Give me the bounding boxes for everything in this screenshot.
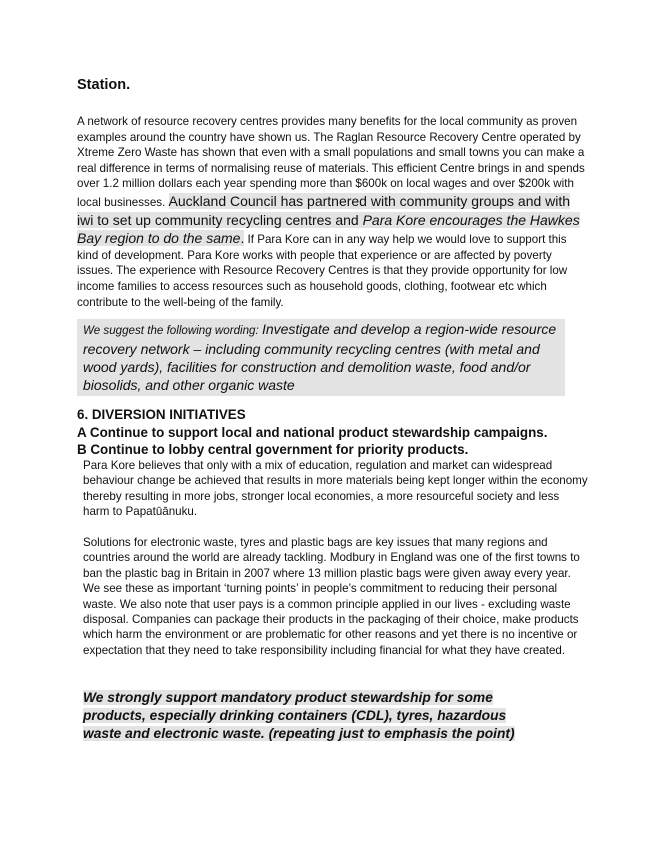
diversion-section-header [77, 406, 547, 459]
highlighted-text-normal: Auckland Council has partnered with community groups and with iwi to set up community recycling centres and [77, 192, 571, 228]
suggest-lead: We suggest the following wording: [83, 324, 262, 337]
section-item-b: B Continue to lobby central government for priority products. [77, 442, 469, 457]
section-item-a: A Continue to support local and national product stewardship campaigns. [77, 424, 548, 440]
suggested-wording-box [77, 319, 565, 396]
highlighted-text-end: . [240, 230, 245, 247]
stewardship-statement-text: We strongly support mandatory product stewardship for some products, especially drinking containers (CDL), tyres, hazardous waste and electronic waste. (repeating just to emphasis the point) [83, 690, 515, 741]
paragraph-text: A network of resource recovery centres provides many benefits for the local community as proven examples around the country have shown us. The Raglan Resource Recovery Centre operated by Xtreme Zero Waste has shown that even with a small populations and small towns you can make a real difference in terms of normalising reuse of materials. This efficient Centre brings in and spends over 1.2 million dollars each year spending more than $600k on local wages and over $200k with local businesses. [77, 115, 585, 209]
paragraph-text-continued: If Para Kore can in any way help we would love to support this kind of development. Para Kore works with people that experience or are affected by poverty issues. The experience with Resource Recovery Centres is that they provide opportunity for low income families to access resources such as household goods, clothing, footwear etc which contribute to the well-being of the family. [77, 233, 568, 309]
education-paragraph: Para Kore believes that only with a mix of education, regulation and market can widespread behaviour change be achieved that results in more materials being kept longer within the economy thereby resulting in more jobs, stronger local economies, a more resourceful society and less harm to Papatūānuku. [83, 459, 588, 519]
section-title: 6. DIVERSION INITIATIVES [77, 407, 246, 422]
suggest-text: Investigate and develop a region-wide resource recovery network – including community recycling centres (with metal and wood yards), facilities for construction and demolition waste, food and/or biosolids, and other organic waste [83, 321, 557, 393]
resource-recovery-paragraph [77, 114, 587, 310]
section-heading: Station. [77, 77, 131, 93]
solutions-paragraph: Solutions for electronic waste, tyres and plastic bags are key issues that many regions and countries around the world are already tackling. Modbury in England was one of the first towns to ban the plastic bag in Britain in 2007 where 13 million plastic bags were given away every year. We see these as important ‘turning points’ in people’s commitment to reducing their personal waste. We also note that user pays is a common principle applied in our lives - excluding waste disposal. Companies can package their products in the packaging of their choice, make products which harm the environment or are problematic for other reasons and yet there is no incentive or expectation that they need to take responsibility including financial for what they have created. [83, 536, 580, 657]
highlighted-text-italic: Para Kore encourages the Hawkes Bay region to do the same [77, 211, 580, 247]
stewardship-statement [83, 689, 545, 743]
